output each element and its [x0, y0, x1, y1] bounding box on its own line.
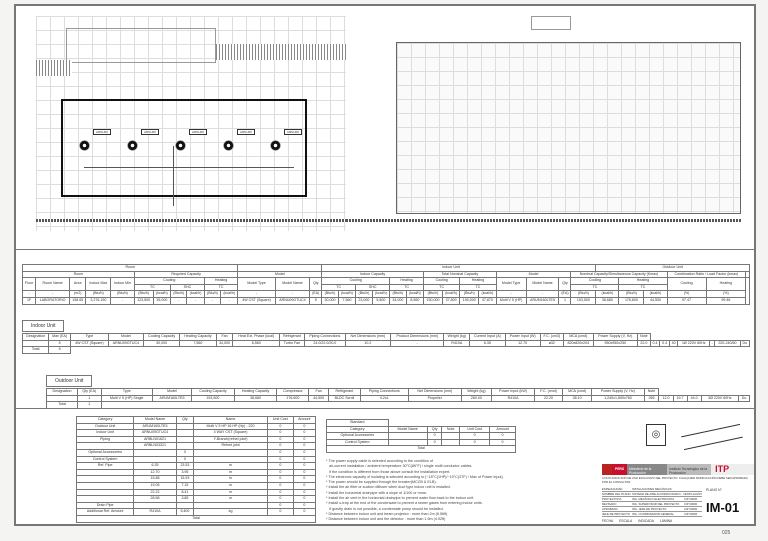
column-header: Fan: [216, 334, 233, 341]
note-line: air-current installation / ambient temperature 30°C(86°F) / single multi conductor cables.: [326, 464, 473, 469]
capacity-table: Room Indoor Unit Outdoor Unit Room Required Capacity Model Indoor Capacity Total Nominal Capacity Model Nominal Capacity/Simultaneous Capacity (Kmax) Combination Ratio / Load Factor (kmax) Floor Room Name Area Indoor Max Indoor Min Cooling Heating Model Type Model Name Qty Cooling Heating Cooling Heating Model Type Model Name Qty Cooling Heating Cooling Heating TC SHC TC TC SHC TC TC TC TC TC - - (m2) (Btu/h) (Btu/h) (Btu/h) (kcal/h) (Btu/h) (kcal/h) (Btu/h) (kcal/h) - - (EA) (Btu/h) (kcal/h) (Btu/h) (kcal/h) (Btu/h) (kcal/h) (Btu/h) (kcal/h) (Btu/h) (kcal/h) - - (EA) (Btu/h) (kcal/h) (Btu/h) (kcal/h) (%) (%) 1F LABORATORIO 158.65 3,276,150 - 123,500 35,000 - - - - 4W CST (Square) ARNU09GTUC4 5 30,000 7,560 23,000 5,800 34,000 8,560 150,000 37,800 190,000 47,870 Multi V 5 (HP) ARUM160LTE5 1 153,500 38,680 176,600 44,500 97.47 99.46: [22, 264, 750, 305]
table-row: Indoor Unit ARNU09GTUC4 4 WAY CST (Square) 0 0: [77, 430, 316, 437]
table-row: 5 4W CST (Square) ARNU09GTUC4 30,000 7,560 34,000 8,560 Turbo Fan 24.0/22.0/20.0 10.2 - R410A 6.35 12.70 ø32 820x820x204 950x950x250 22.0 0.4 0.4 40 1Ø 220V 60Hz - 220-240/60 Do: [23, 340, 750, 347]
column-header: Amount: [293, 417, 315, 424]
column-header: Category: [77, 417, 134, 424]
note-line: If the condition is different from those above consult the installation expert.: [326, 469, 451, 474]
column-header: Cooling Capacity: [192, 389, 235, 396]
title-field: ING. JEFE DE PROYECTO: [632, 507, 667, 511]
table-row: 15.88 15.93 m 0 0: [77, 476, 316, 483]
title-field: ING. MECÁNICO ELECTRICISTA: [632, 497, 675, 501]
column-header: Type: [70, 334, 108, 341]
note-line: If gravity drain is not possible, a condensate pump should be installed.: [326, 506, 444, 511]
table-row: Optional Accessories 0 0 0: [77, 449, 316, 456]
table-row: 1F LABORATORIO 158.65 3,276,150 - 123,500 35,000 - - - - 4W CST (Square) ARNU09GTUC4 5 30,000 7,560 23,000 5,800 34,000 8,560 150,000 37,800 190,000 47,870 Multi V 5 (HP) ARUM160LTE5 1 153,500 38,680 176,600 44,500 97.47 99.46: [23, 297, 750, 304]
table-row: Additional Ref. Amount R410A 5.400 kg 0 0: [77, 509, 316, 516]
column-header: Model: [152, 389, 191, 396]
title-field: SISTEMA DE AIRE ACONDICIONADO - VENTILACIÓN: [632, 492, 702, 496]
table-row: 12.70 3.95 m 0 0: [77, 469, 316, 476]
title-block: ◎ PERÚ Ministerio de la Producción Instituto Tecnológico de la Producción ITP LOS PLANOS SON DE USO EXCLUSIVO DEL PROYECTO. CUALQUIER MODIFICACIÓN DEBE SER APROBADA POR EL CONSULTOR. ESPECIALIDAD INSTALACIONES MECÁNICAS NOMBRE DEL PLANO SISTEMA DE AIRE ACONDICIONADO - VENTILACIÓN PROYECTISTA ING. MECÁNICO ELECTRICISTA CIP 00000 REVISADO ING. SUPERVISOR DEL PROYECTO CIP 00000 APROBADO ING. JEFE DE PROYECTO CIP 00000 JEFE DE PROYECTO ING. COORDINADOR GENERAL CIP 00000 PLANO N° IM-01 FECHA ESCALA INDICADA LÁMINA: [602, 416, 754, 526]
column-header: Power Input (kW): [491, 389, 534, 396]
column-header: Name: [194, 417, 268, 424]
table-row: 28.58 3.85 m 0 0: [77, 496, 316, 503]
column-header: Qty: [176, 417, 193, 424]
total-value: 5: [49, 347, 71, 354]
title-field: APROBADO: [602, 507, 618, 511]
title-field: CIP 00000: [684, 497, 698, 501]
column-header: Max (EA): [49, 334, 71, 341]
column-header: Cooling Capacity: [144, 334, 180, 341]
outdoor-unit-label: Outdoor Unit: [46, 375, 92, 387]
column-header: Piping Connections: [360, 389, 408, 396]
title-field: ESPECIALIDAD: [602, 487, 623, 491]
outdoor-unit-table: [46, 388, 750, 409]
column-header: Model Name: [388, 426, 427, 433]
indoor-unit-table: [22, 333, 750, 354]
title-field: CIP 00000: [684, 507, 698, 511]
total-label: Total: [47, 402, 78, 409]
bill-of-materials-table: [76, 416, 316, 523]
column-header: F.C. (cmd): [535, 389, 563, 396]
column-header: Net Dimensions (mm): [408, 389, 461, 396]
sheet-number: IM-01: [706, 500, 740, 515]
total-label: Total: [23, 347, 49, 354]
title-field: ING. COORDINADOR GENERAL: [632, 512, 674, 516]
stamp-seal: ◎: [646, 424, 666, 446]
column-header: Piping Connections: [304, 334, 345, 341]
column-header: Heating Capacity: [180, 334, 216, 341]
column-header: Weight (kg): [461, 389, 491, 396]
column-header: Heating Capacity: [234, 389, 277, 396]
table-row: Control System 0 0 0: [77, 456, 316, 463]
note-line: * The power supply cable is selected according to the condition of: [326, 459, 433, 463]
title-field: CIP 00000: [684, 502, 698, 506]
title-field: PROYECTISTA: [602, 497, 622, 501]
note-line: * The electronic capacity of isolating is selected according to [~18°C(1HP)/~19°C(3TF) / Max of Power input].: [326, 474, 504, 479]
title-field: JEFE DE PROYECTO: [602, 512, 630, 516]
column-header: Power Supply (V, Hz): [593, 334, 637, 341]
column-header: Note: [638, 334, 651, 341]
column-header: Fan: [309, 389, 329, 396]
title-footer-field: LÁMINA: [659, 519, 673, 523]
column-header: Note: [644, 389, 659, 396]
column-header: Qty (EA): [77, 389, 101, 396]
title-field: INSTALACIONES MECÁNICAS: [632, 487, 672, 491]
table-row: Ref. Pipe 6.35 23.53 m 0 0: [77, 463, 316, 470]
note-line: * Install u-trap at the end of the condensate to prevent a sewer gases from entering indoor units.: [326, 501, 483, 506]
indoor-unit-icon: [223, 140, 234, 151]
column-header: Refrigerant: [280, 334, 305, 341]
section-hatch: [36, 219, 346, 222]
standard-table: [326, 419, 516, 453]
column-header: Unit Cost: [460, 426, 490, 433]
table-row: 1 Multi V 5 (HP) Single ARUM160LTE5 153,500 38,680 176,600 44,500 BLDC Scroll 4.2x1 Propeller 260.00 R410A 22.20 38.10 1,240x1,690x760 265 12.0 19.7 44.0 3Ø 220V 60Hz Do: [47, 395, 750, 402]
title-field: ING. SUPERVISOR DEL PROYECTO: [632, 502, 680, 506]
title-field: REVISADO: [602, 502, 617, 506]
column-header: Weight (kg): [444, 334, 470, 341]
column-header: Current Input (A): [470, 334, 506, 341]
column-header: Type: [101, 389, 152, 396]
title-footer-field: ESCALA: [619, 519, 633, 523]
column-header: Amount: [490, 426, 516, 433]
itp-logo: ITP: [715, 464, 730, 474]
roof-plan: [396, 42, 741, 214]
column-header: MCA (cmd): [562, 389, 592, 396]
column-header: Qty: [427, 426, 441, 433]
note-line: * Install the air filter or suction diffuser when duct type indoor unit is installed.: [326, 485, 451, 490]
standard-title: Standard: [327, 420, 389, 427]
total-value: 1: [77, 402, 101, 409]
table-row: Drain Pipe 0 0: [77, 502, 316, 509]
column-header: Designation: [23, 334, 49, 341]
indoor-unit-label: Indoor Unit: [22, 320, 64, 332]
drawing-sheet: [14, 4, 756, 526]
total-label: Total: [327, 446, 516, 453]
title-field: [684, 487, 702, 491]
floor-plan: ARNU09 ARNU09 ARNU09 ARNU09 ARNU09: [36, 16, 346, 231]
column-header: Unit Cost: [267, 417, 293, 424]
column-header: Net Dimensions (mm): [345, 334, 390, 341]
column-header: Designation: [47, 389, 78, 396]
column-header: Model Name: [134, 417, 177, 424]
table-row: Control System 0 0 0: [327, 439, 516, 446]
column-header: MCA (cmd): [564, 334, 594, 341]
indoor-unit-icon: [127, 140, 138, 151]
indoor-unit-icon: [270, 140, 281, 151]
table-row: Piping ARBLN01621 Y-Branch(refnet joint) 0 0: [77, 436, 316, 443]
note-line: * Distance between indoor unit and beam projector : more than 2m (6.56ft): [326, 511, 448, 516]
title-field: CIP 00000: [684, 512, 698, 516]
column-header: F.C. (cm3): [540, 334, 564, 341]
column-header: Power Supply (V, Hz): [592, 389, 644, 396]
table-row: 22.22 8.41 m 0 0: [77, 489, 316, 496]
title-footer-field: INDICADA: [638, 519, 654, 523]
note-line: * The power should be supplied through the breaker(MCCB & ELB).: [326, 480, 437, 485]
indoor-unit-icon: [79, 140, 90, 151]
column-header: Power Input (W): [505, 334, 540, 341]
table-row: Optional Accessories 0 0 0: [327, 433, 516, 440]
indoor-unit-icon: [175, 140, 186, 151]
column-header: Category: [327, 426, 389, 433]
title-field: NOMBRE DEL PLANO: [602, 492, 631, 496]
column-header: Note: [442, 426, 460, 433]
page-number: 025: [722, 530, 731, 536]
installation-notes: [326, 459, 606, 523]
signature: [681, 424, 743, 450]
table-row: ARBLN03321 Refnet joint 0 0: [77, 443, 316, 450]
total-label: Total: [77, 515, 316, 522]
column-header: Product Dimensions (mm): [391, 334, 444, 341]
column-header: Compressor: [277, 389, 309, 396]
note-line: * Distance between indoor unit and fire detector : more than 1.5m (4.92ft): [326, 517, 446, 522]
column-header: Refrigerant: [329, 389, 361, 396]
note-line: * Install the horizontal drainpipe with a slope of 1/100 or more.: [326, 490, 428, 495]
note-line: * Install the air vent in the horizontal drainpipe to prevent water flow back to the indoor unit.: [326, 496, 474, 501]
title-field: [684, 492, 702, 496]
table-row: 19.05 7.15 m 0 0: [77, 482, 316, 489]
peru-logo: PERÚ: [612, 464, 627, 475]
table-row: Outdoor Unit ARUM160LTE5 Multi V 5 HP 16 HP (Hp) - 220 0 0: [77, 423, 316, 430]
title-footer-field: FECHA: [602, 519, 614, 523]
column-header: Model: [108, 334, 143, 341]
column-header: Heat Ext. Phase (kcal): [233, 334, 280, 341]
